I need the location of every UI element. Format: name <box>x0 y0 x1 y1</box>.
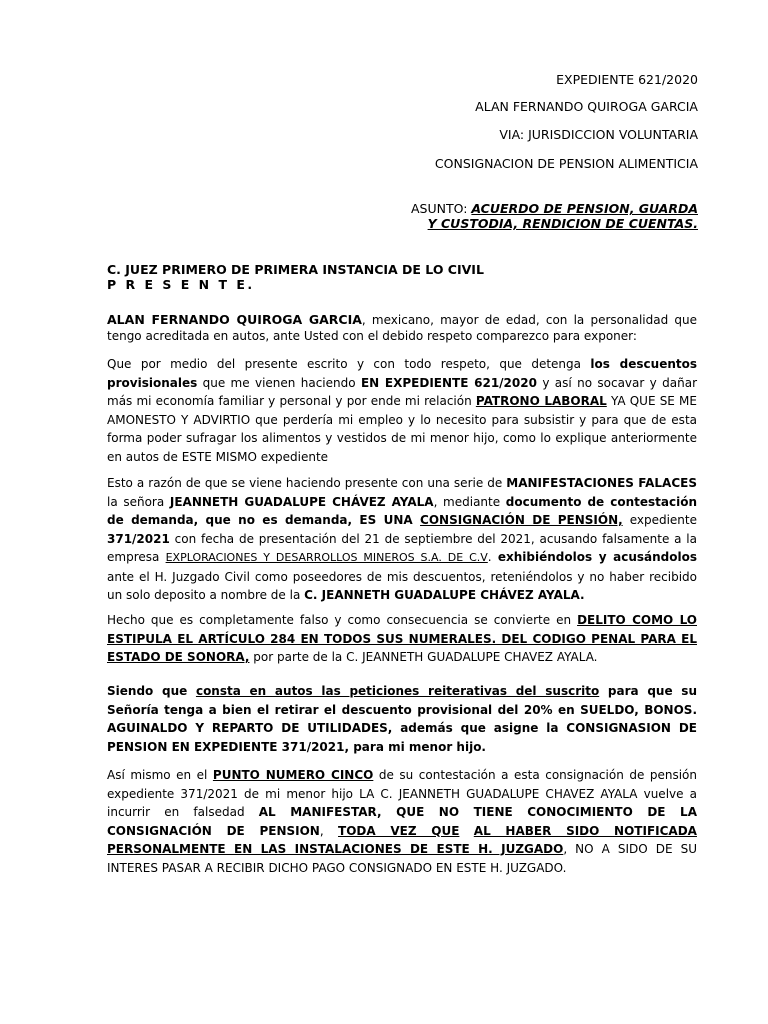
addressee-block <box>107 262 484 292</box>
bold-span: EN EXPEDIENTE 621/2020 <box>360 375 537 390</box>
text-span: la señora <box>107 494 170 509</box>
asunto-block <box>398 201 698 231</box>
presente-line: P R E S E N T E. <box>107 277 255 292</box>
bold-underline-span: consta en autos las peticiones reiterativas del suscrito <box>195 684 600 698</box>
falsehood-paragraph <box>107 766 697 877</box>
bold-underline-span: AL HABER SIDO NOTIFICADA PERSONALMENTE EN LAS INSTALACIONES DE ESTE H. JUZGADO <box>107 823 697 856</box>
text-span <box>459 824 473 838</box>
asunto-text: ACUERDO DE PENSION, GUARDA Y CUSTODIA, RENDICION DE CUENTAS. <box>427 201 698 231</box>
bold-span: MANIFESTACIONES FALACES <box>506 476 697 490</box>
text-span: Que por medio del presente escrito y con todo respeto, que detenga <box>107 357 591 371</box>
bold-span: 371/2021 <box>107 531 170 546</box>
bold-span: C. JEANNETH GUADALUPE CHÁVEZ AYALA. <box>304 588 585 602</box>
company-name: EXPLORACIONES Y DESARROLLOS MINEROS S.A. DE C.V <box>165 551 488 564</box>
intro-text: , mexicano, mayor de edad, con la personalidad que tengo acreditada en autos, ante Usted con el debido respeto comparezco para exponer: <box>107 313 698 343</box>
expediente-number: EXPEDIENTE 621/2020 <box>556 72 698 87</box>
via-line: VIA: JURISDICCION VOLUNTARIA <box>499 127 698 142</box>
text-span: . <box>487 550 498 564</box>
text-span: YA QUE SE ME AMONESTO Y ADVIRTIO que perdería mi empleo y lo necesito para subsistir y para que de esta forma poder sufragar los alimentos y vestidos de mi menor hijo, como lo explique anteriormente en autos de ESTE MISMO expediente <box>107 394 697 464</box>
text-span: por parte de la C. JEANNETH GUADALUPE CHAVEZ AYALA. <box>249 650 598 664</box>
facts-paragraph <box>107 474 697 605</box>
bold-underline-span: PATRONO LABORAL <box>475 394 607 408</box>
bold-span: AL MANIFESTAR, QUE NO TIENE CONOCIMIENTO DE LA CONSIGNACIÓN DE PENSION <box>107 805 697 838</box>
text-span: y así no socavar y dañar más mi economía familiar y personal y por ende mi relación <box>107 375 698 408</box>
crime-paragraph <box>107 611 697 667</box>
bold-span: documento de contestación de demanda, que no es demanda, ES UNA <box>107 494 697 527</box>
text-span: , <box>319 823 339 838</box>
bold-span: los descuentos provisionales <box>107 357 697 390</box>
bold-underline-span: DELITO COMO LO ESTIPULA EL ARTÍCULO 284 EN TODOS SUS NUMERALES. DEL CODIGO PENAL PARA EL ESTADO DE SONORA, <box>107 613 697 664</box>
bold-underline-span: TODA VEZ QUE <box>338 823 460 838</box>
asunto-label: ASUNTO: <box>410 201 468 216</box>
promovente-name: ALAN FERNANDO QUIROGA GARCIA <box>475 99 698 114</box>
bold-underline-span: CONSIGNACIÓN DE PENSIÓN, <box>420 513 623 527</box>
text-span: Así mismo en el <box>107 768 213 782</box>
text-span: expediente <box>622 513 697 527</box>
text-span: , mediante <box>433 494 506 509</box>
text-span: que me vienen haciendo <box>197 375 361 390</box>
text-span: Hecho que es completamente falso y como consecuencia se convierte en <box>107 613 578 627</box>
bold-span: JEANNETH GUADALUPE CHÁVEZ AYALA <box>169 494 434 509</box>
bold-span: para que su Señoría tenga a bien el retirar el descuento provisional del 20% en SUELDO, BONOS. AGUINALDO Y REPARTO DE UTILIDADES, además que asigne la CONSIGNASION DE PENSION EN EXPEDIENTE 371/2021, para mi menor hijo. <box>107 684 697 754</box>
promovente-name-inline: ALAN FERNANDO QUIROGA GARCIA <box>107 312 362 327</box>
request-paragraph <box>107 682 697 756</box>
bold-underline-span: PUNTO NUMERO CINCO <box>212 768 374 782</box>
petition-paragraph <box>107 355 697 466</box>
text-span: , NO A SIDO DE SU INTERES PASAR A RECIBIR DICHO PAGO CONSIGNADO EN ESTE H. JUZGADO. <box>107 842 697 875</box>
consignacion-line: CONSIGNACION DE PENSION ALIMENTICIA <box>434 156 698 171</box>
intro-paragraph <box>107 312 697 344</box>
bold-span: Siendo que <box>107 684 196 698</box>
judge-line: C. JUEZ PRIMERO DE PRIMERA INSTANCIA DE LO CIVIL <box>107 262 484 277</box>
text-span: ante el H. Juzgado Civil como poseedores de mis descuentos, reteniéndolos y no haber recibido un solo deposito a nombre de la <box>107 569 697 602</box>
bold-span: exhibiéndolos y acusándolos <box>497 550 697 564</box>
text-span: con fecha de presentación del 21 de septiembre del 2021, acusando falsamente a la empresa <box>107 531 697 564</box>
text-span: de su contestación a esta consignación de pensión expediente 371/2021 de mi menor hijo LA C. JEANNETH GUADALUPE CHAVEZ AYALA vuelve a incurrir en falsedad <box>107 768 697 819</box>
text-span: Esto a razón de que se viene haciendo presente con una serie de <box>107 476 507 490</box>
